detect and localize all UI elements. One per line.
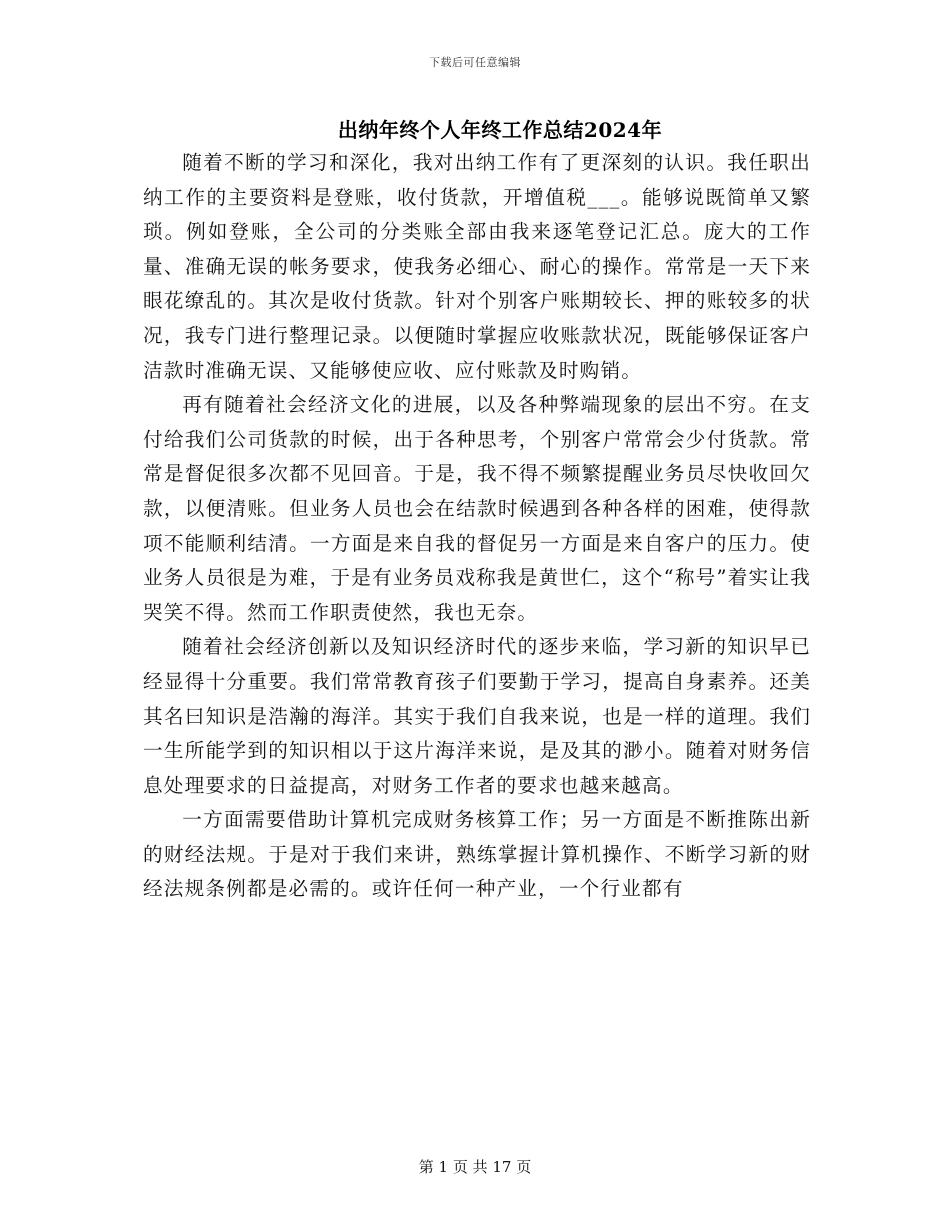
- paragraph-3: 随着社会经济创新以及知识经济时代的逐步来临，学习新的知识早已经显得十分重要。我们常常教育孩子们要勤于学习，提高自身素养。还美其名曰知识是浩瀚的海洋。其实于我们自我来说，也是一样的道理。我们一生所能学到的知识相以于这片海洋来说，是及其的渺小。随着对财务信息处理要求的日益提高，对财务工作者的要求也越来越高。: [143, 635, 811, 797]
- page-number: 第 1 页 共 17 页: [418, 1158, 532, 1176]
- document-body: [143, 146, 811, 907]
- header-note: 下载后可任意编辑: [429, 56, 521, 69]
- paragraph-1: 随着不断的学习和深化，我对出纳工作有了更深刻的认识。我任职出纳工作的主要资料是登账，收付货款，开增值税___。能够说既简单又繁琐。例如登账，全公司的分类账全部由我来逐笔登记汇总。庞大的工作量、准确无误的帐务要求，使我务必细心、耐心的操作。常常是一天下来眼花缭乱的。其次是收付货款。针对个别客户账期较长、押的账较多的状况，我专门进行整理记录。以便随时掌握应收账款状况，既能够保证客户洁款时准确无误、又能够使应收、应付账款及时购销。: [143, 151, 811, 382]
- document-title: 出纳年终个人年终工作总结2024年: [337, 118, 663, 142]
- paragraph-4: 一方面需要借助计算机完成财务核算工作；另一方面是不断推陈出新的财经法规。于是对于我们来讲，熟练掌握计算机操作、不断学习新的财经法规条例都是必需的。或许任何一种产业，一个行业都有: [143, 808, 811, 901]
- paragraph-2: 再有随着社会经济文化的进展，以及各种弊端现象的层出不穷。在支付给我们公司货款的时候，出于各种思考，个别客户常常会少付货款。常常是督促很多次都不见回音。于是，我不得不频繁提醒业务员尽快收回欠款，以便清账。但业务人员也会在结款时候遇到各种各样的困难，使得款项不能顺利结清。一方面是来自我的督促另一方面是来自客户的压力。使业务人员很是为难，于是有业务员戏称我是黄世仁，这个“称号”着实让我哭笑不得。然而工作职责使然，我也无奈。: [143, 393, 811, 624]
